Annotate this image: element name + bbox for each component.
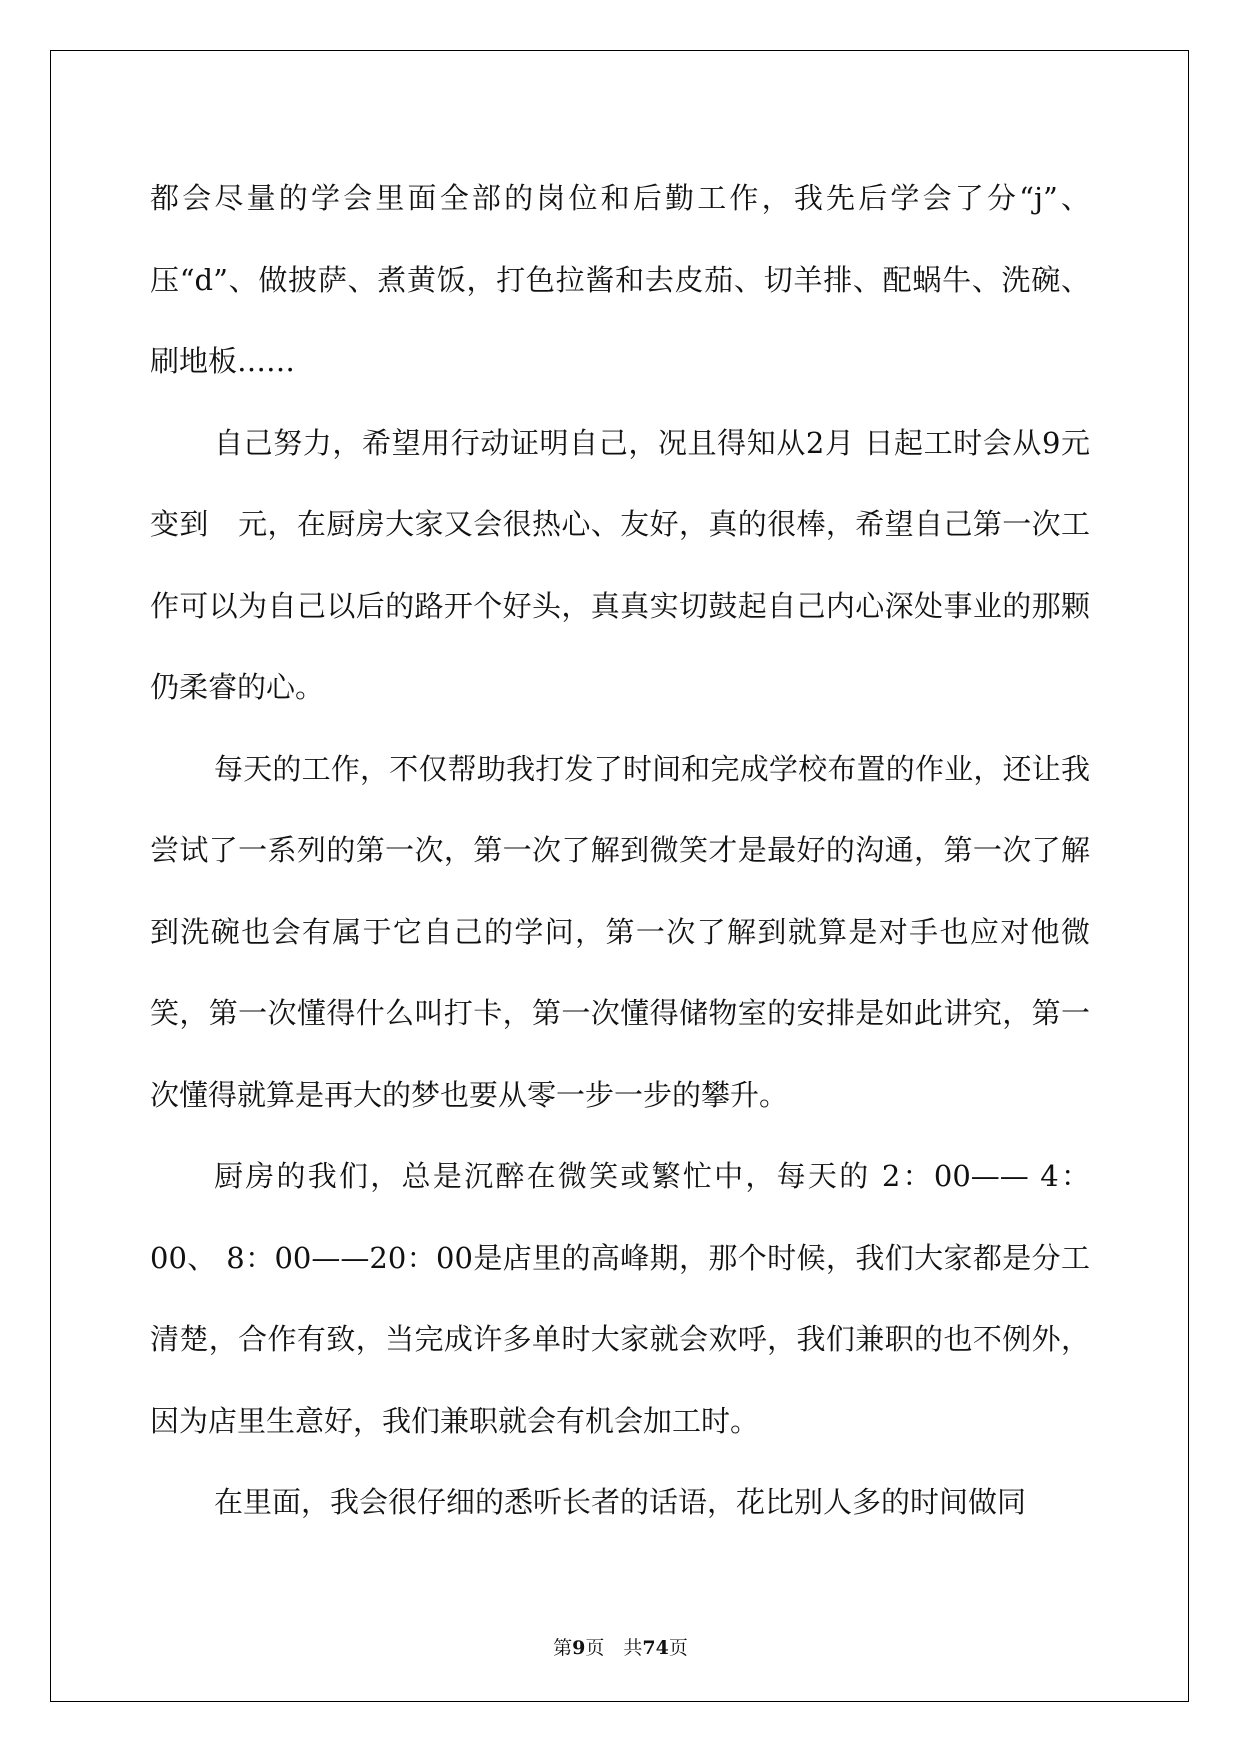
paragraph-2: 自己努力，希望用行动证明自己，况且得知从2月 日起工时会从9元变到 元，在厨房大家又会很热心、友好，真的很棒，希望自己第一次工作可以为自己以后的路开个好头，真真实切鼓起自己内心深处事业的那颗仍柔睿的心。 <box>150 425 1090 704</box>
paragraph-5: 在里面，我会很仔细的悉听长者的话语，花比别人多的时间做同 <box>214 1485 1027 1519</box>
page-footer <box>0 1633 1241 1660</box>
footer-prefix: 第 <box>553 1637 573 1659</box>
paragraph-1: 都会尽量的学会里面全部的岗位和后勤工作，我先后学会了分“j”、压“d”、做披萨、煮黄饭，打色拉酱和去皮茄、切羊排、配蜗牛、洗碗、刷地板…… <box>150 181 1090 378</box>
total-page-number: 74 <box>642 1637 669 1659</box>
footer-mid: 页 共 <box>585 1637 643 1659</box>
current-page-number: 9 <box>572 1637 586 1659</box>
document-body <box>150 158 1090 1544</box>
paragraph-3: 每天的工作，不仅帮助我打发了时间和完成学校布置的作业，还让我尝试了一系列的第一次，第一次了解到微笑才是最好的沟通，第一次了解到洗碗也会有属于它自己的学问，第一次了解到就算是对手也应对他微笑，第一次懂得什么叫打卡，第一次懂得储物室的安排是如此讲究，第一次懂得就算是再大的梦也要从零一步一步的攀升。 <box>150 751 1090 1112</box>
footer-suffix: 页 <box>668 1637 688 1659</box>
paragraph-4: 厨房的我们，总是沉醉在微笑或繁忙中，每天的 2：00—— 4：00、 8：00——20：00是店里的高峰期，那个时候，我们大家都是分工清楚，合作有致，当完成许多单时大家就会欢呼，我们兼职的也不例外，因为店里生意好，我们兼职就会有机会加工时。 <box>150 1159 1090 1438</box>
